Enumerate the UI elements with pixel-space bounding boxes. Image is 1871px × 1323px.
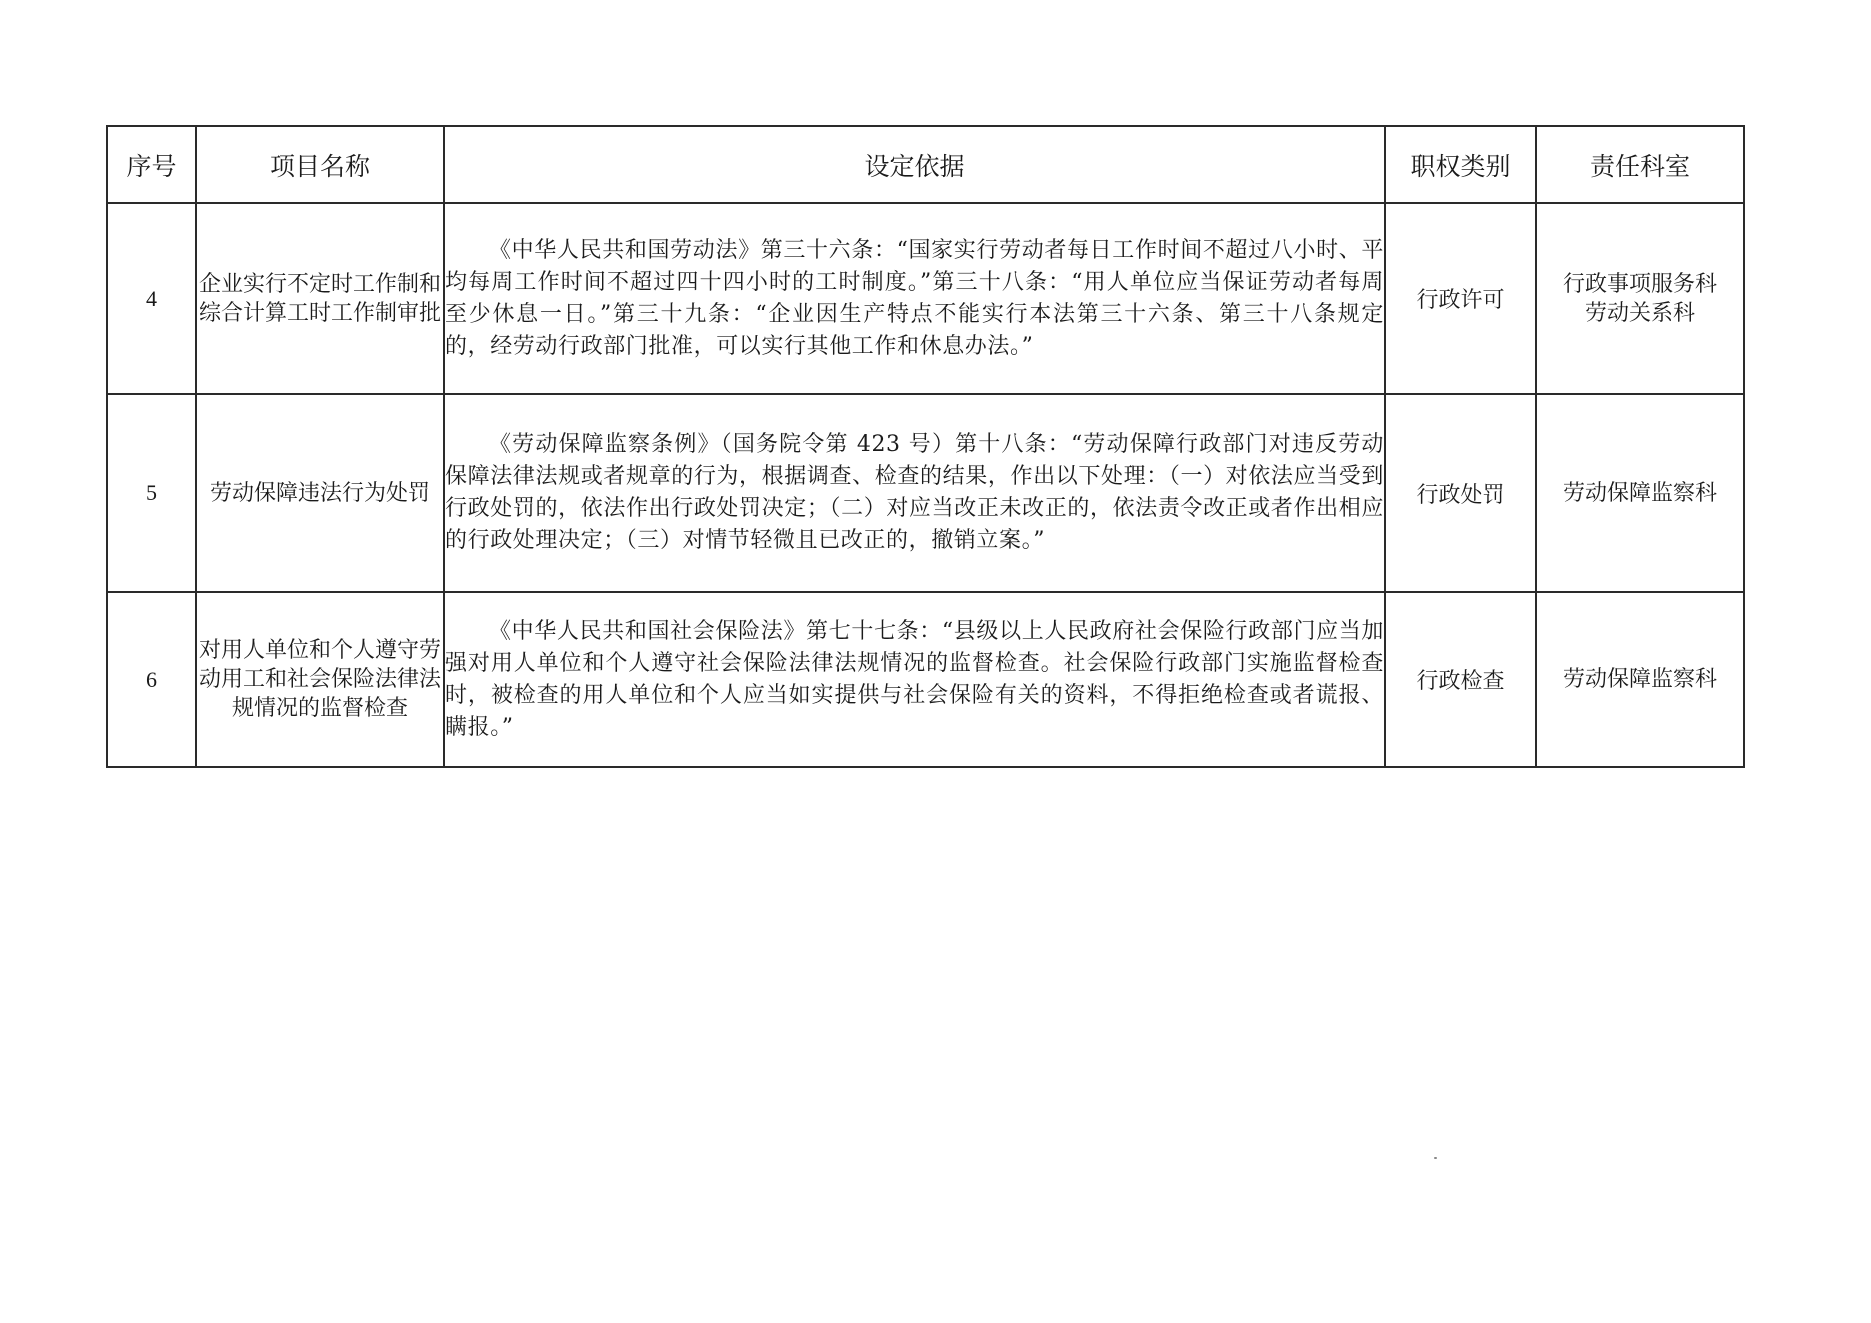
row-department <box>1536 394 1744 592</box>
header-row <box>107 126 1744 203</box>
row-item-name: 企业实行不定时工作制和综合计算工时工作制审批 <box>196 203 444 394</box>
row-category: 行政许可 <box>1385 203 1536 394</box>
row-item-name: 劳动保障违法行为处罚 <box>196 394 444 592</box>
department-name: 劳动关系科 <box>1584 300 1695 326</box>
row-category: 行政检查 <box>1385 592 1536 767</box>
table-row <box>107 592 1744 767</box>
scan-speck <box>1434 1157 1437 1159</box>
header-basis: 设定依据 <box>444 126 1385 203</box>
row-legal-basis: 《劳动保障监察条例》（国务院令第 423 号）第十八条：“劳动保障行政部门对违反劳动保障法律法规或者规章的行为，根据调查、检查的结果，作出以下处理：（一）对依法应当受到行政处罚的，依法作出行政处罚决定；（二）对应当改正未改正的，依法责令改正或者作出相应的行政处理决定；（三）对情节轻微且已改正的，撤销立案。” <box>444 394 1385 592</box>
row-seq: 5 <box>107 394 196 592</box>
row-seq: 6 <box>107 592 196 767</box>
table-row <box>107 203 1744 394</box>
department-name: 行政事项服务科 <box>1562 271 1717 297</box>
table-row <box>107 394 1744 592</box>
header-seq: 序号 <box>107 126 196 203</box>
header-category: 职权类别 <box>1385 126 1536 203</box>
row-legal-basis: 《中华人民共和国劳动法》第三十六条：“国家实行劳动者每日工作时间不超过八小时、平均每周工作时间不超过四十四小时的工时制度。”第三十八条：“用人单位应当保证劳动者每周至少休息一日。”第三十九条：“企业因生产特点不能实行本法第三十六条、第三十八条规定的，经劳动行政部门批准，可以实行其他工作和休息办法。” <box>444 203 1385 394</box>
department-name: 劳动保障监察科 <box>1562 480 1717 506</box>
row-category: 行政处罚 <box>1385 394 1536 592</box>
header-department: 责任科室 <box>1536 126 1744 203</box>
row-seq: 4 <box>107 203 196 394</box>
row-department <box>1536 592 1744 767</box>
table-body <box>107 203 1744 767</box>
row-item-name: 对用人单位和个人遵守劳动用工和社会保险法律法规情况的监督检查 <box>196 592 444 767</box>
table-header <box>107 126 1744 203</box>
header-name: 项目名称 <box>196 126 444 203</box>
department-name: 劳动保障监察科 <box>1562 667 1717 692</box>
duty-list-table <box>106 125 1745 768</box>
row-legal-basis: 《中华人民共和国社会保险法》第七十七条：“县级以上人民政府社会保险行政部门应当加强对用人单位和个人遵守社会保险法律法规情况的监督检查。社会保险行政部门实施监督检查时，被检查的用人单位和个人应当如实提供与社会保险有关的资料，不得拒绝检查或者谎报、瞒报。” <box>444 592 1385 767</box>
row-department <box>1536 203 1744 394</box>
